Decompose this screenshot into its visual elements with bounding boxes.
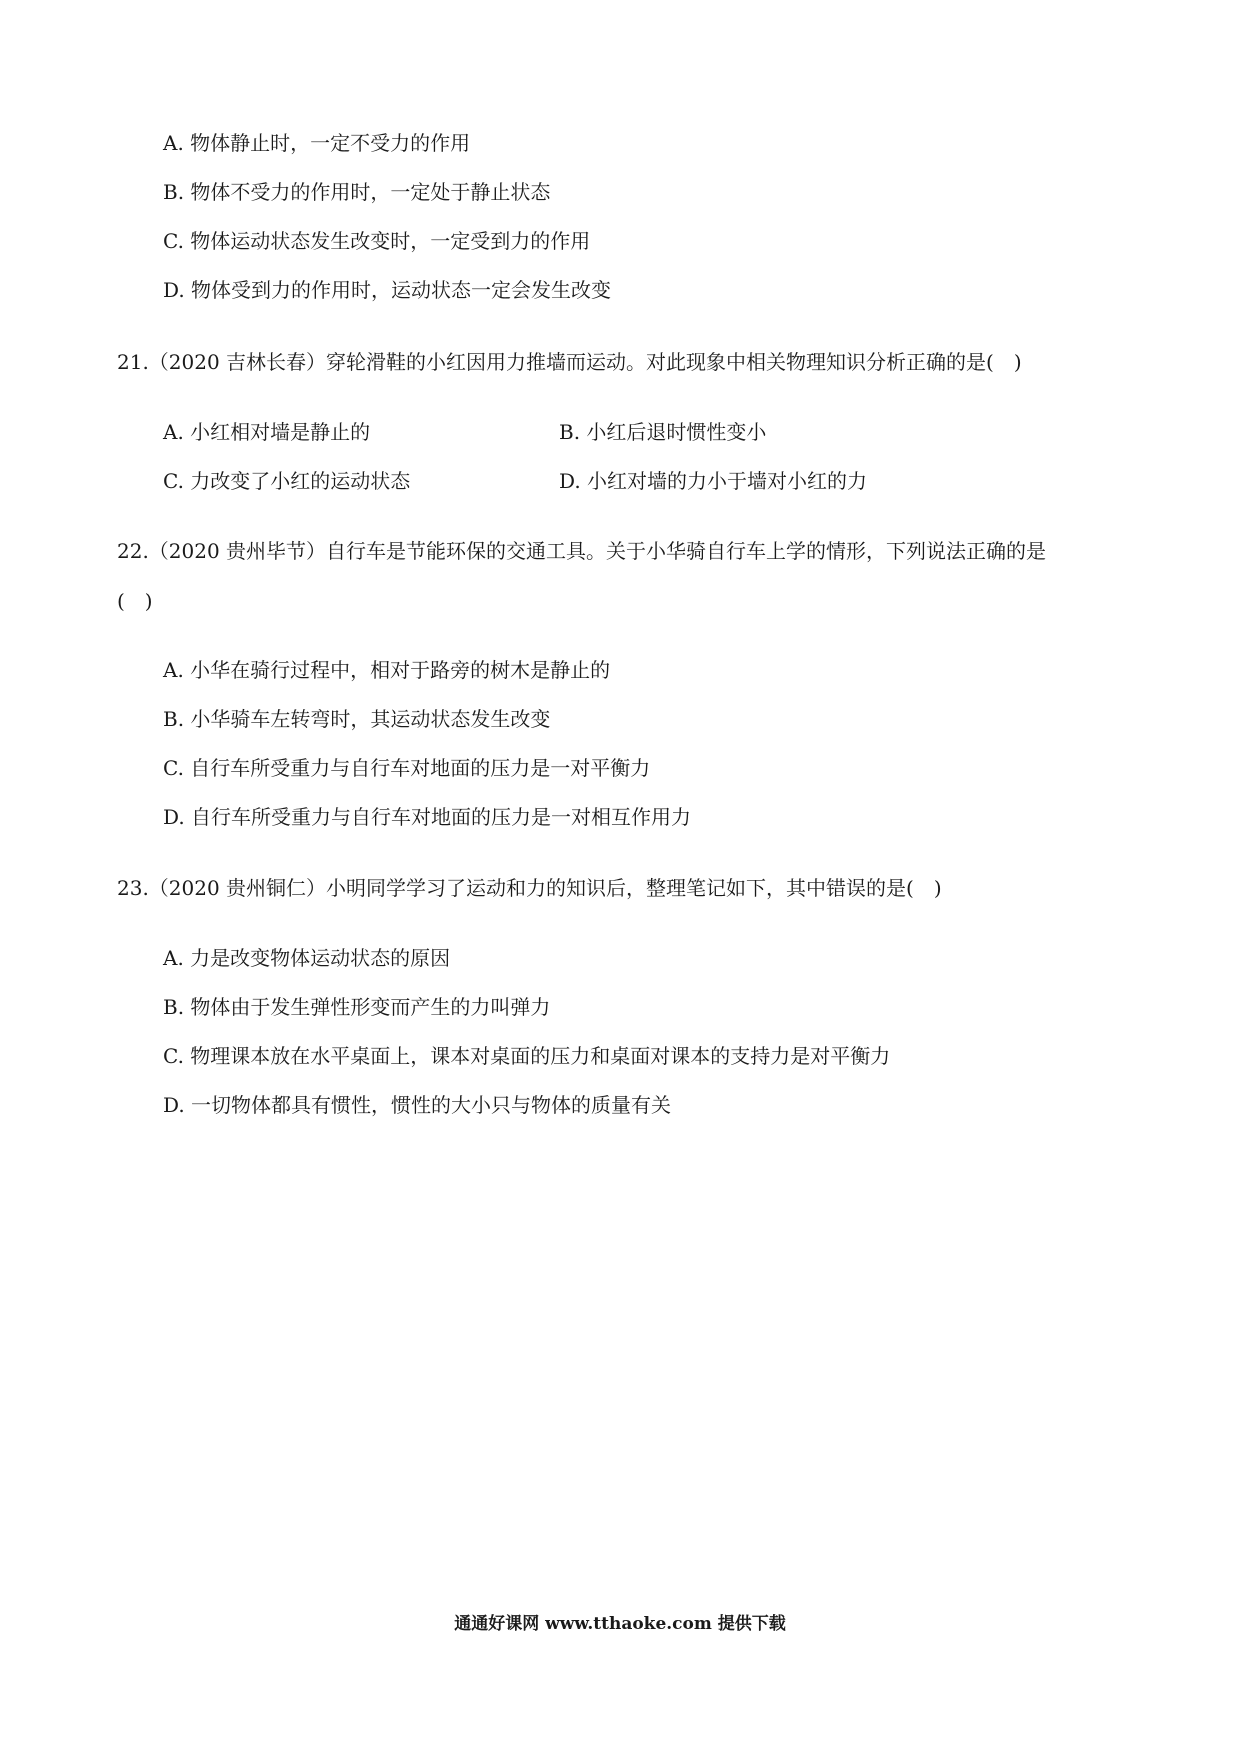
q23-stem: 23.（2020 贵州铜仁）小明同学学习了运动和力的知识后，整理笔记如下，其中错误的是( ) [117,876,942,900]
q22-option-d: D. 自行车所受重力与自行车对地面的压力是一对相互作用力 [163,805,692,829]
q23-option-c: C. 物理课本放在水平桌面上，课本对桌面的压力和桌面对课本的支持力是对平衡力 [163,1044,891,1068]
q23-option-d: D. 一切物体都具有惯性，惯性的大小只与物体的质量有关 [163,1093,672,1117]
q23-option-b: B. 物体由于发生弹性形变而产生的力叫弹力 [163,995,551,1019]
q21-option-a: A. 小红相对墙是静止的 [163,420,371,444]
q23-option-a: A. 力是改变物体运动状态的原因 [163,946,451,970]
page-footer: 通通好课网 www.tthaoke.com 提供下载 [454,1614,786,1634]
q22-option-b: B. 小华骑车左转弯时，其运动状态发生改变 [163,707,551,731]
q20-option-b: B. 物体不受力的作用时，一定处于静止状态 [163,180,551,204]
q22-stem-line2: ( ) [117,589,153,613]
q21-option-b: B. 小红后退时惯性变小 [559,420,767,444]
q21-option-c: C. 力改变了小红的运动状态 [163,469,411,493]
q22-stem-line1: 22.（2020 贵州毕节）自行车是节能环保的交通工具。关于小华骑自行车上学的情形，下列说法正确的是 [117,539,1047,563]
q22-option-c: C. 自行车所受重力与自行车对地面的压力是一对平衡力 [163,756,651,780]
q20-option-d: D. 物体受到力的作用时，运动状态一定会发生改变 [163,278,612,302]
q22-option-a: A. 小华在骑行过程中，相对于路旁的树木是静止的 [163,658,611,682]
q21-option-d: D. 小红对墙的力小于墙对小红的力 [559,469,868,493]
q20-option-c: C. 物体运动状态发生改变时，一定受到力的作用 [163,229,591,253]
q21-stem: 21.（2020 吉林长春）穿轮滑鞋的小红因用力推墙而运动。对此现象中相关物理知识分析正确的是( ) [117,350,1022,374]
q20-option-a: A. 物体静止时，一定不受力的作用 [163,131,471,155]
